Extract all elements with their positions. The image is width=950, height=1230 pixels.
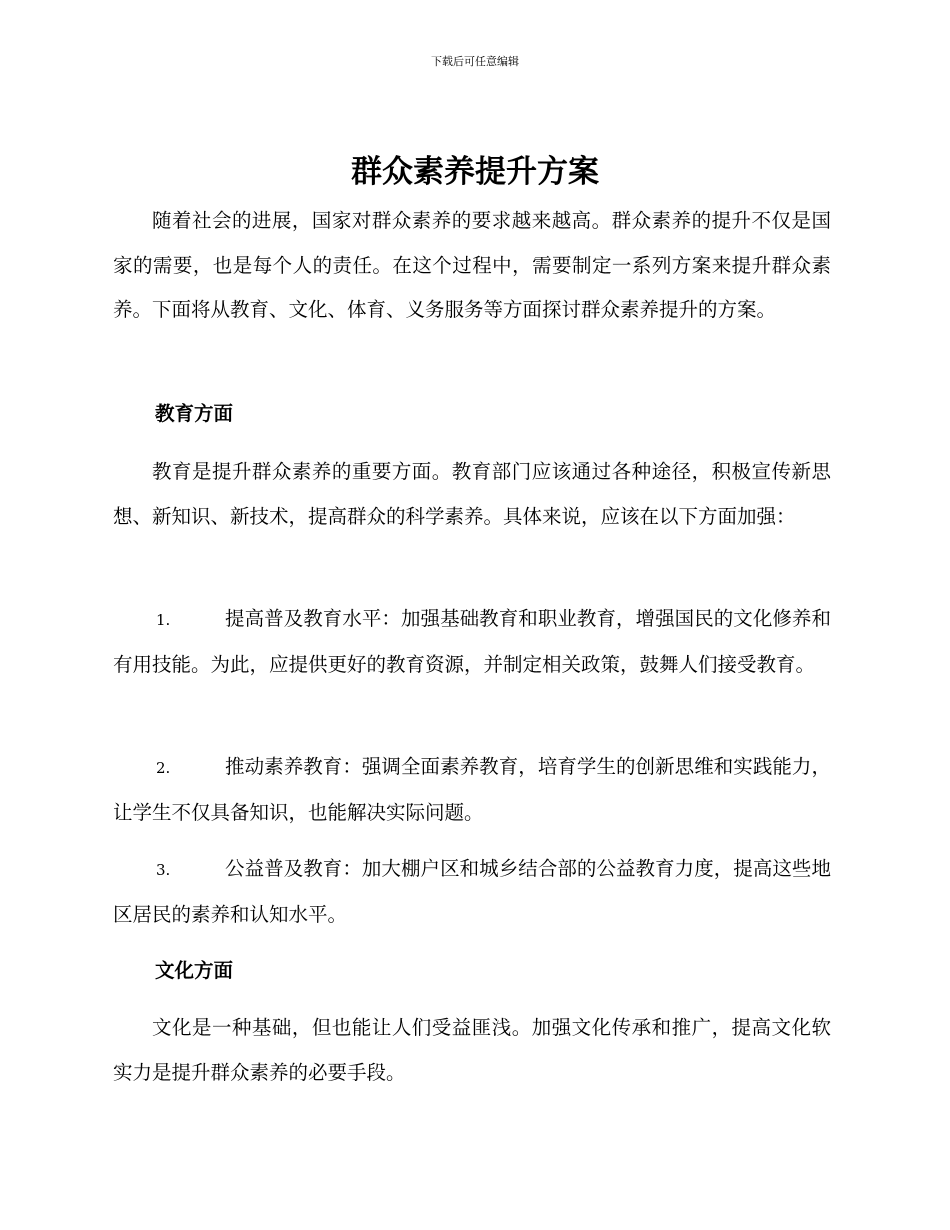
- culture-paragraph: 文化是一种基础，但也能让人们受益匪浅。加强文化传承和推广，提高文化软实力是提升群众素养的必要手段。: [113, 1016, 831, 1084]
- section-heading-education: 教育方面: [155, 402, 234, 425]
- list-item-text: 公益普及教育：加大棚户区和城乡结合部的公益教育力度，提高这些地区居民的素养和认知水平。: [113, 857, 831, 926]
- section-heading-culture: 文化方面: [155, 959, 234, 982]
- page-header-note: 下载后可任意编辑: [431, 55, 519, 68]
- list-item: [113, 745, 831, 835]
- list-item-number: 3.: [156, 861, 171, 879]
- list-item-number: 2.: [156, 759, 171, 777]
- list-item: [113, 847, 831, 937]
- list-item-text: 推动素养教育：强调全面素养教育，培育学生的创新思维和实践能力，让学生不仅具备知识，也能解决实际问题。: [113, 755, 831, 824]
- list-item-number: 1.: [156, 611, 171, 629]
- education-paragraph: 教育是提升群众素养的重要方面。教育部门应该通过各种途径，积极宣传新思想、新知识、新技术，提高群众的科学素养。具体来说，应该在以下方面加强：: [113, 460, 831, 528]
- list-item-text: 提高普及教育水平：加强基础教育和职业教育，增强国民的文化修养和有用技能。为此，应提供更好的教育资源，并制定相关政策，鼓舞人们接受教育。: [113, 607, 831, 676]
- list-item: [113, 597, 831, 687]
- intro-paragraph: 随着社会的进展，国家对群众素养的要求越来越高。群众素养的提升不仅是国家的需要，也是每个人的责任。在这个过程中，需要制定一系列方案来提升群众素养。下面将从教育、文化、体育、义务服务等方面探讨群众素养提升的方案。: [113, 209, 831, 322]
- document-title: 群众素养提升方案: [351, 154, 599, 190]
